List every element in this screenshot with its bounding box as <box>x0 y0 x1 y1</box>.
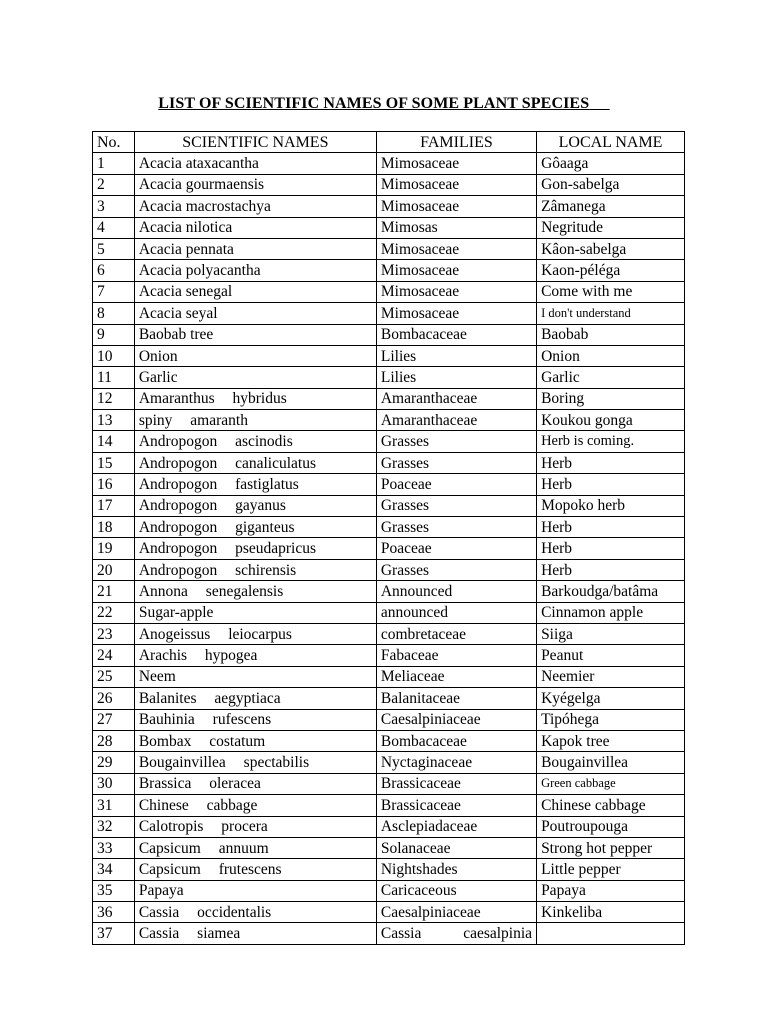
header-scientific-names: SCIENTIFIC NAMES <box>134 132 376 153</box>
family-cell: Grasses <box>376 559 536 580</box>
scientific-name-cell: Neem <box>134 666 376 687</box>
family-cell: Announced <box>376 581 536 602</box>
local-name-cell: Come with me <box>537 281 685 302</box>
family-cell: Grasses <box>376 517 536 538</box>
row-number: 7 <box>93 281 135 302</box>
table-row <box>93 452 685 473</box>
row-number: 11 <box>93 367 135 388</box>
local-name-cell: Herb <box>537 474 685 495</box>
row-number: 1 <box>93 153 135 174</box>
family-cell: Grasses <box>376 452 536 473</box>
local-name-cell: Chinese cabbage <box>537 795 685 816</box>
table-row <box>93 645 685 666</box>
scientific-name-cell: Cassia occidentalis <box>134 902 376 923</box>
row-number: 30 <box>93 773 135 794</box>
scientific-name-cell: Balanites aegyptiaca <box>134 688 376 709</box>
table-row <box>93 410 685 431</box>
table-header-row <box>93 132 685 153</box>
local-name-cell: Gon-sabelga <box>537 174 685 195</box>
table-row <box>93 196 685 217</box>
family-cell: Brassicaceae <box>376 795 536 816</box>
row-number: 17 <box>93 495 135 516</box>
header-no: No. <box>93 132 135 153</box>
family-cell: Solanaceae <box>376 837 536 858</box>
local-name-cell: Onion <box>537 345 685 366</box>
table-row <box>93 174 685 195</box>
row-number: 27 <box>93 709 135 730</box>
family-cell: Amaranthaceae <box>376 388 536 409</box>
table-row <box>93 859 685 880</box>
scientific-name-cell: Acacia ataxacantha <box>134 153 376 174</box>
scientific-name-cell: Calotropis procera <box>134 816 376 837</box>
table-row <box>93 730 685 751</box>
scientific-name-cell: Andropogon canaliculatus <box>134 452 376 473</box>
table-row <box>93 581 685 602</box>
table-row <box>93 517 685 538</box>
local-name-cell: Kyégelga <box>537 688 685 709</box>
local-name-cell: Kapok tree <box>537 730 685 751</box>
local-name-cell: Negritude <box>537 217 685 238</box>
row-number: 36 <box>93 902 135 923</box>
row-number: 9 <box>93 324 135 345</box>
table-row <box>93 773 685 794</box>
scientific-name-cell: Sugar-apple <box>134 602 376 623</box>
scientific-name-cell: Andropogon giganteus <box>134 517 376 538</box>
scientific-name-cell: Bougainvillea spectabilis <box>134 752 376 773</box>
table-row <box>93 902 685 923</box>
row-number: 4 <box>93 217 135 238</box>
scientific-name-cell: Andropogon pseudapricus <box>134 538 376 559</box>
table-row <box>93 795 685 816</box>
local-name-cell <box>537 923 685 944</box>
scientific-name-cell: Andropogon gayanus <box>134 495 376 516</box>
table-row <box>93 688 685 709</box>
table-row <box>93 623 685 644</box>
scientific-name-cell: Chinese cabbage <box>134 795 376 816</box>
family-cell: Mimosaceae <box>376 196 536 217</box>
row-number: 37 <box>93 923 135 944</box>
family-cell: Mimosaceae <box>376 281 536 302</box>
scientific-name-cell: Cassia siamea <box>134 923 376 944</box>
row-number: 15 <box>93 452 135 473</box>
row-number: 35 <box>93 880 135 901</box>
family-cell: Lilies <box>376 367 536 388</box>
table-row <box>93 752 685 773</box>
local-name-cell: Herb <box>537 538 685 559</box>
family-cell: Bombacaceae <box>376 324 536 345</box>
family-cell: Asclepiadaceae <box>376 816 536 837</box>
row-number: 10 <box>93 345 135 366</box>
scientific-name-cell: Papaya <box>134 880 376 901</box>
local-name-cell: Little pepper <box>537 859 685 880</box>
row-number: 3 <box>93 196 135 217</box>
header-families: FAMILIES <box>376 132 536 153</box>
family-cell: announced <box>376 602 536 623</box>
scientific-name-cell: Acacia polyacantha <box>134 260 376 281</box>
species-table <box>92 131 685 945</box>
table-row <box>93 431 685 452</box>
table-row <box>93 281 685 302</box>
table-row <box>93 217 685 238</box>
scientific-name-cell: Arachis hypogea <box>134 645 376 666</box>
table-row <box>93 153 685 174</box>
local-name-cell: Herb <box>537 559 685 580</box>
family-cell: Mimosaceae <box>376 153 536 174</box>
local-name-cell: Mopoko herb <box>537 495 685 516</box>
family-cell: Mimosaceae <box>376 303 536 324</box>
family-cell: combretaceae <box>376 623 536 644</box>
scientific-name-cell: Amaranthus hybridus <box>134 388 376 409</box>
row-number: 22 <box>93 602 135 623</box>
row-number: 14 <box>93 431 135 452</box>
row-number: 23 <box>93 623 135 644</box>
family-cell: Mimosas <box>376 217 536 238</box>
row-number: 32 <box>93 816 135 837</box>
scientific-name-cell: Acacia senegal <box>134 281 376 302</box>
family-cell: Mimosaceae <box>376 238 536 259</box>
scientific-name-cell: spiny amaranth <box>134 410 376 431</box>
row-number: 13 <box>93 410 135 431</box>
family-cell: Grasses <box>376 495 536 516</box>
local-name-cell: Poutroupouga <box>537 816 685 837</box>
document-title: LIST OF SCIENTIFIC NAMES OF SOME PLANT SPECIES <box>158 95 590 112</box>
local-name-cell: Bougainvillea <box>537 752 685 773</box>
local-name-cell: I don't understand <box>537 303 685 324</box>
scientific-name-cell: Acacia pennata <box>134 238 376 259</box>
family-cell: Fabaceae <box>376 645 536 666</box>
local-name-cell: Herb <box>537 452 685 473</box>
table-row <box>93 238 685 259</box>
table-row <box>93 602 685 623</box>
scientific-name-cell: Bombax costatum <box>134 730 376 751</box>
local-name-cell: Gôaaga <box>537 153 685 174</box>
local-name-cell: Neemier <box>537 666 685 687</box>
table-row <box>93 538 685 559</box>
table-row <box>93 709 685 730</box>
row-number: 5 <box>93 238 135 259</box>
scientific-name-cell: Anogeissus leiocarpus <box>134 623 376 644</box>
local-name-cell: Kinkeliba <box>537 902 685 923</box>
table-row <box>93 495 685 516</box>
scientific-name-cell: Andropogon fastiglatus <box>134 474 376 495</box>
scientific-name-cell: Garlic <box>134 367 376 388</box>
row-number: 29 <box>93 752 135 773</box>
row-number: 6 <box>93 260 135 281</box>
local-name-cell: Herb is coming. <box>537 431 685 452</box>
local-name-cell: Herb <box>537 517 685 538</box>
row-number: 33 <box>93 837 135 858</box>
local-name-cell: Boring <box>537 388 685 409</box>
local-name-cell: Cinnamon apple <box>537 602 685 623</box>
table-row <box>93 367 685 388</box>
family-cell: Mimosaceae <box>376 260 536 281</box>
local-name-cell: Garlic <box>537 367 685 388</box>
row-number: 25 <box>93 666 135 687</box>
local-name-cell: Kâon-sabelga <box>537 238 685 259</box>
table-row <box>93 324 685 345</box>
family-cell: Nightshades <box>376 859 536 880</box>
scientific-name-cell: Capsicum frutescens <box>134 859 376 880</box>
row-number: 16 <box>93 474 135 495</box>
table-row <box>93 345 685 366</box>
scientific-name-cell: Baobab tree <box>134 324 376 345</box>
table-row <box>93 923 685 944</box>
row-number: 8 <box>93 303 135 324</box>
family-cell: Caricaceous <box>376 880 536 901</box>
scientific-name-cell: Capsicum annuum <box>134 837 376 858</box>
table-row <box>93 816 685 837</box>
scientific-name-cell: Acacia seyal <box>134 303 376 324</box>
row-number: 18 <box>93 517 135 538</box>
scientific-name-cell: Acacia nilotica <box>134 217 376 238</box>
local-name-cell: Siiga <box>537 623 685 644</box>
row-number: 34 <box>93 859 135 880</box>
table-row <box>93 837 685 858</box>
local-name-cell: Green cabbage <box>537 773 685 794</box>
scientific-name-cell: Onion <box>134 345 376 366</box>
family-cell: Balanitaceae <box>376 688 536 709</box>
scientific-name-cell: Andropogon ascinodis <box>134 431 376 452</box>
family-cell: Meliaceae <box>376 666 536 687</box>
family-cell: Poaceae <box>376 474 536 495</box>
scientific-name-cell: Annona senegalensis <box>134 581 376 602</box>
family-cell: Cassia caesalpinia <box>376 923 536 944</box>
family-cell: Grasses <box>376 431 536 452</box>
table-row <box>93 388 685 409</box>
table-row <box>93 474 685 495</box>
scientific-name-cell: Andropogon schirensis <box>134 559 376 580</box>
local-name-cell: Papaya <box>537 880 685 901</box>
local-name-cell: Baobab <box>537 324 685 345</box>
local-name-cell: Strong hot pepper <box>537 837 685 858</box>
family-cell: Nyctaginaceae <box>376 752 536 773</box>
family-cell: Caesalpiniaceae <box>376 709 536 730</box>
row-number: 28 <box>93 730 135 751</box>
table-row <box>93 880 685 901</box>
table-row <box>93 303 685 324</box>
local-name-cell: Peanut <box>537 645 685 666</box>
row-number: 12 <box>93 388 135 409</box>
scientific-name-cell: Acacia macrostachya <box>134 196 376 217</box>
local-name-cell: Tipóhega <box>537 709 685 730</box>
row-number: 21 <box>93 581 135 602</box>
table-row <box>93 260 685 281</box>
local-name-cell: Kaon-péléga <box>537 260 685 281</box>
local-name-cell: Zâmanega <box>537 196 685 217</box>
family-cell: Poaceae <box>376 538 536 559</box>
row-number: 2 <box>93 174 135 195</box>
family-cell: Amaranthaceae <box>376 410 536 431</box>
row-number: 31 <box>93 795 135 816</box>
family-cell: Bombacaceae <box>376 730 536 751</box>
family-cell: Caesalpiniaceae <box>376 902 536 923</box>
table-row <box>93 559 685 580</box>
scientific-name-cell: Acacia gourmaensis <box>134 174 376 195</box>
row-number: 24 <box>93 645 135 666</box>
header-local-name: LOCAL NAME <box>537 132 685 153</box>
scientific-name-cell: Bauhinia rufescens <box>134 709 376 730</box>
row-number: 20 <box>93 559 135 580</box>
local-name-cell: Koukou gonga <box>537 410 685 431</box>
row-number: 26 <box>93 688 135 709</box>
row-number: 19 <box>93 538 135 559</box>
table-row <box>93 666 685 687</box>
family-cell: Lilies <box>376 345 536 366</box>
scientific-name-cell: Brassica oleracea <box>134 773 376 794</box>
family-cell: Mimosaceae <box>376 174 536 195</box>
family-cell: Brassicaceae <box>376 773 536 794</box>
local-name-cell: Barkoudga/batâma <box>537 581 685 602</box>
